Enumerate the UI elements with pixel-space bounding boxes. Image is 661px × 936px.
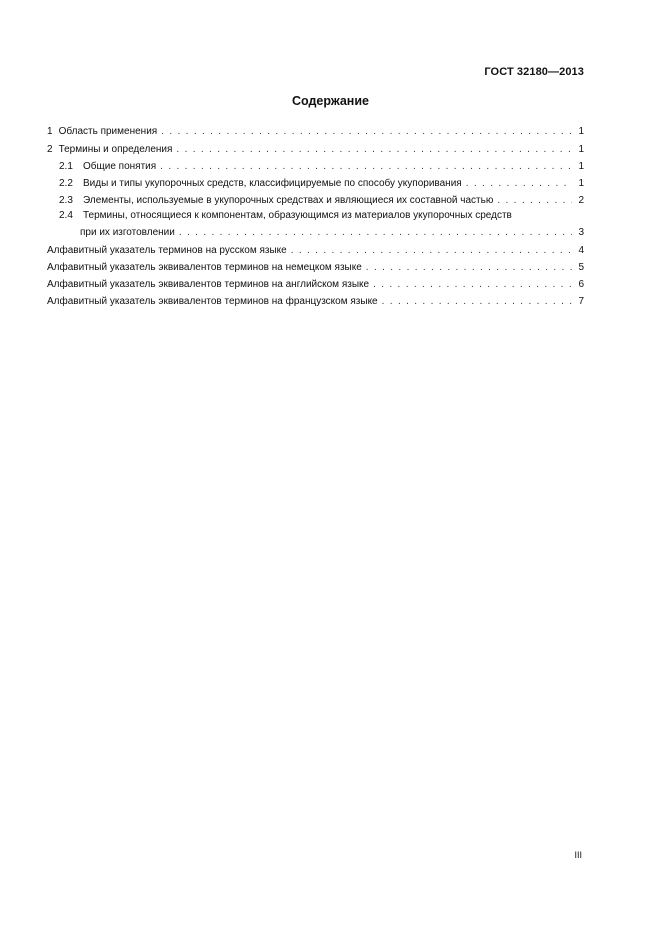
toc-entry-number: 1 [47, 126, 53, 138]
toc-entry-index-french[interactable] [47, 291, 584, 308]
dot-leader [366, 262, 572, 274]
toc-entry-label: Алфавитный указатель эквивалентов терминов на немецком языке [47, 261, 362, 273]
toc-entry-components-continued[interactable] [47, 222, 584, 239]
toc-entry-page: 5 [578, 261, 584, 273]
page-number: III [574, 850, 582, 860]
toc-entry-label: Алфавитный указатель эквивалентов терминов на французском языке [47, 296, 378, 308]
dot-leader [291, 245, 572, 257]
toc-entry-label: Элементы, используемые в укупорочных средствах и являющиеся их составной частью [83, 195, 494, 207]
dot-leader [160, 161, 572, 173]
toc-entry-page: 1 [578, 126, 584, 138]
dot-leader [161, 126, 572, 138]
toc-entry-index-english[interactable] [47, 274, 584, 291]
toc-entry-label: Алфавитный указатель эквивалентов терминов на английском языке [47, 279, 370, 291]
document-code: ГОСТ 32180—2013 [484, 66, 584, 78]
toc-entry-elements[interactable] [47, 190, 584, 207]
toc-entry-scope[interactable] [47, 121, 584, 138]
dot-leader [373, 279, 572, 291]
toc-entry-label: Виды и типы укупорочных средств, классифицируемые по способу укупоривания [83, 178, 462, 190]
toc-entry-index-german[interactable] [47, 257, 584, 274]
dot-leader [466, 178, 572, 190]
toc-entry-page: 1 [578, 143, 584, 155]
toc-entry-label: Термины и определения [58, 143, 173, 155]
toc-entry-label: Область применения [58, 126, 158, 138]
toc-entry-index-russian[interactable] [47, 239, 584, 256]
toc-entry-label: Алфавитный указатель терминов на русском языке [47, 244, 287, 256]
toc-entry-page: 7 [578, 296, 584, 308]
table-of-contents [47, 121, 584, 308]
toc-entry-terms[interactable] [47, 138, 584, 155]
dot-leader [497, 195, 572, 207]
toc-entry-label-continued: при их изготовлении [80, 227, 175, 239]
toc-entry-number: 2.2 [59, 178, 73, 190]
toc-entry-label: Термины, относящиеся к компонентам, образующимся из материалов укупорочных средств [83, 209, 512, 221]
toc-entry-number: 2.3 [59, 195, 73, 207]
toc-entry-page: 2 [578, 195, 584, 207]
dot-leader [179, 227, 572, 239]
toc-entry-page: 1 [578, 178, 584, 190]
toc-entry-closure-types[interactable] [47, 173, 584, 190]
toc-entry-general-concepts[interactable] [47, 156, 584, 173]
toc-entry-number: 2.1 [59, 160, 73, 172]
toc-entry-page: 6 [578, 279, 584, 291]
toc-entry-number: 2 [47, 143, 53, 155]
toc-entry-page: 3 [578, 227, 584, 239]
toc-entry-number: 2.4 [59, 209, 73, 221]
toc-entry-page: 1 [578, 160, 584, 172]
toc-title: Содержание [291, 94, 369, 108]
toc-entry-components[interactable] [47, 207, 584, 222]
dot-leader [382, 296, 572, 308]
dot-leader [176, 144, 572, 156]
toc-entry-page: 4 [578, 244, 584, 256]
toc-entry-label: Общие понятия [83, 160, 157, 172]
